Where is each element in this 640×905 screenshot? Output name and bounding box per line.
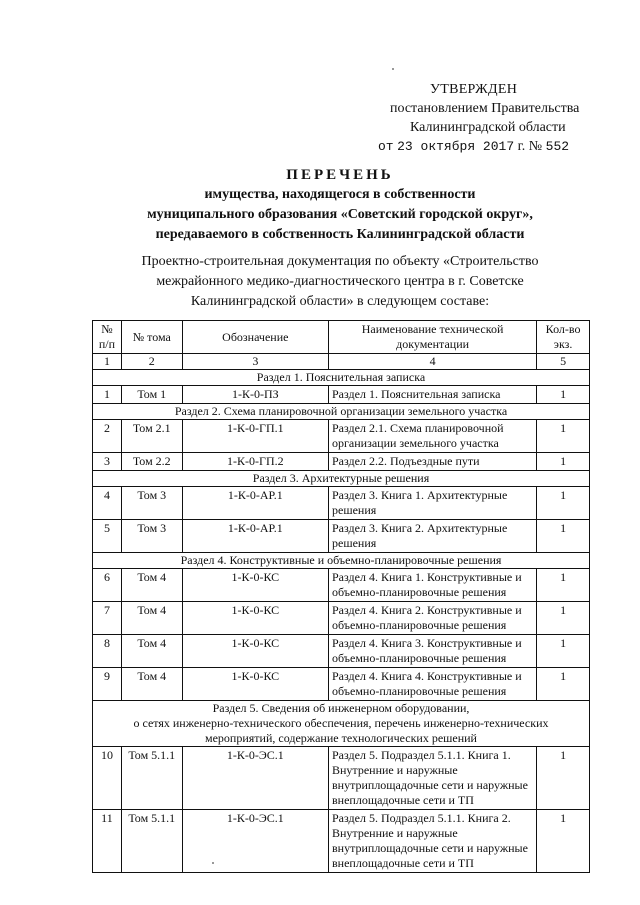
row-volume: Том 3 — [121, 487, 182, 520]
row-volume: Том 4 — [121, 602, 182, 635]
section-5-title — [93, 701, 590, 747]
row-num: 9 — [93, 668, 122, 701]
row-name: Раздел 2.2. Подъездные пути — [329, 453, 537, 471]
row-qty: 1 — [537, 420, 590, 453]
property-table — [92, 320, 590, 873]
document-title: ПЕРЕЧЕНЬ — [286, 167, 394, 183]
row-qty: 1 — [537, 520, 590, 553]
header-qty: Кол-во экз. — [537, 321, 590, 354]
col-number: 4 — [329, 354, 537, 370]
approval-number: 552 — [545, 139, 570, 154]
section-3-title: Раздел 3. Архитектурные решения — [93, 471, 590, 487]
row-code: 1-К-0-ГП.2 — [182, 453, 328, 471]
row-num: 7 — [93, 602, 122, 635]
table-row — [93, 602, 590, 635]
header-code: Обозначение — [182, 321, 328, 354]
row-volume: Том 1 — [121, 386, 182, 404]
row-name: Раздел 4. Книга 3. Конструктивные и объемно-планировочные решения — [329, 635, 537, 668]
col-number: 5 — [537, 354, 590, 370]
row-code: 1-К-0-КС — [182, 602, 328, 635]
row-qty: 1 — [537, 487, 590, 520]
subtitle-line-3: передаваемого в собственность Калининградской области — [155, 227, 525, 242]
row-code: 1-К-0-КС — [182, 668, 328, 701]
table-row — [93, 810, 590, 873]
row-name: Раздел 4. Книга 1. Конструктивные и объемно-планировочные решения — [329, 569, 537, 602]
row-name: Раздел 4. Книга 2. Конструктивные и объемно-планировочные решения — [329, 602, 537, 635]
section-5-line-2: о сетях инженерно-технического обеспечения, перечень инженерно-технических — [133, 716, 549, 730]
row-volume: Том 4 — [121, 569, 182, 602]
section-row — [93, 370, 590, 386]
row-volume: Том 3 — [121, 520, 182, 553]
row-num: 1 — [93, 386, 122, 404]
table-row — [93, 386, 590, 404]
row-code: 1-К-0-АР.1 — [182, 487, 328, 520]
intro-line-1: Проектно-строительная документация по объекту «Строительство — [141, 254, 539, 269]
row-num: 11 — [93, 810, 122, 873]
table-row — [93, 453, 590, 471]
row-code: 1-К-0-ГП.1 — [182, 420, 328, 453]
row-code: 1-К-0-ПЗ — [182, 386, 328, 404]
approval-prefix: от — [378, 139, 394, 154]
row-num: 8 — [93, 635, 122, 668]
col-number: 3 — [182, 354, 328, 370]
approval-line-3 — [370, 137, 610, 156]
title-block — [60, 165, 620, 245]
header-vol: № тома — [121, 321, 182, 354]
scan-speck — [392, 68, 394, 70]
row-name: Раздел 5. Подраздел 5.1.1. Книга 1. Внутренние и наружные внутриплощадочные сети и наружные внеплощадочные сети и ТП — [329, 747, 537, 810]
header-name: Наименование технической документации — [329, 321, 537, 354]
row-volume: Том 4 — [121, 635, 182, 668]
row-name: Раздел 3. Книга 1. Архитектурные решения — [329, 487, 537, 520]
section-row — [93, 471, 590, 487]
section-5-line-1: Раздел 5. Сведения об инженерном оборудовании, — [212, 701, 470, 715]
row-num: 3 — [93, 453, 122, 471]
approval-mid: г. № — [517, 139, 543, 154]
row-volume: Том 5.1.1 — [121, 810, 182, 873]
row-qty: 1 — [537, 569, 590, 602]
row-qty: 1 — [537, 453, 590, 471]
section-1-title: Раздел 1. Пояснительная записка — [93, 370, 590, 386]
table-row — [93, 668, 590, 701]
row-num: 4 — [93, 487, 122, 520]
row-volume: Том 4 — [121, 668, 182, 701]
row-code: 1-К-0-КС — [182, 635, 328, 668]
section-5-line-3: мероприятий, содержание технологических решений — [205, 731, 477, 745]
row-name: Раздел 5. Подраздел 5.1.1. Книга 2. Внутренние и наружные внутриплощадочные сети и наружные внеплощадочные сети и ТП — [329, 810, 537, 873]
approval-block — [370, 80, 610, 156]
table-row — [93, 420, 590, 453]
section-2-title: Раздел 2. Схема планировочной организации земельного участка — [93, 404, 590, 420]
row-qty: 1 — [537, 386, 590, 404]
row-num: 2 — [93, 420, 122, 453]
row-qty: 1 — [537, 602, 590, 635]
section-row — [93, 553, 590, 569]
row-qty: 1 — [537, 810, 590, 873]
row-volume: Том 2.1 — [121, 420, 182, 453]
approval-title: УТВЕРЖДЕН — [430, 82, 518, 97]
table-row — [93, 487, 590, 520]
intro-line-3: Калининградской области» в следующем составе: — [190, 294, 490, 309]
row-num: 5 — [93, 520, 122, 553]
row-code: 1-К-0-ЭС.1 — [182, 747, 328, 810]
table-row — [93, 569, 590, 602]
column-number-row — [93, 354, 590, 370]
subtitle-line-2: муниципального образования «Советский городской округ», — [147, 207, 533, 222]
row-code: 1-К-0-ЭС.1 — [182, 810, 328, 873]
row-qty: 1 — [537, 747, 590, 810]
row-qty: 1 — [537, 668, 590, 701]
table-row — [93, 520, 590, 553]
row-name: Раздел 4. Книга 4. Конструктивные и объемно-планировочные решения — [329, 668, 537, 701]
row-num: 6 — [93, 569, 122, 602]
section-row — [93, 404, 590, 420]
table-row — [93, 635, 590, 668]
intro-line-2: межрайонного медико-диагностического центра в г. Советске — [156, 274, 524, 289]
table-header-row — [93, 321, 590, 354]
approval-line-2: Калининградской области — [410, 120, 566, 135]
col-number: 2 — [121, 354, 182, 370]
row-num: 10 — [93, 747, 122, 810]
row-volume: Том 5.1.1 — [121, 747, 182, 810]
approval-date: 23 октября 2017 — [397, 139, 515, 154]
section-row — [93, 701, 590, 747]
row-name: Раздел 2.1. Схема планировочной организации земельного участка — [329, 420, 537, 453]
row-name: Раздел 3. Книга 2. Архитектурные решения — [329, 520, 537, 553]
row-qty: 1 — [537, 635, 590, 668]
subtitle-line-1: имущества, находящегося в собственности — [204, 187, 476, 202]
row-volume: Том 2.2 — [121, 453, 182, 471]
row-code: 1-К-0-АР.1 — [182, 520, 328, 553]
header-num: № п/п — [93, 321, 122, 354]
table-row — [93, 747, 590, 810]
approval-line-1: постановлением Правительства — [390, 101, 580, 116]
section-4-title: Раздел 4. Конструктивные и объемно-планировочные решения — [93, 553, 590, 569]
row-code: 1-К-0-КС — [182, 569, 328, 602]
intro-paragraph — [60, 252, 620, 312]
scan-speck — [212, 862, 214, 864]
row-name: Раздел 1. Пояснительная записка — [329, 386, 537, 404]
col-number: 1 — [93, 354, 122, 370]
